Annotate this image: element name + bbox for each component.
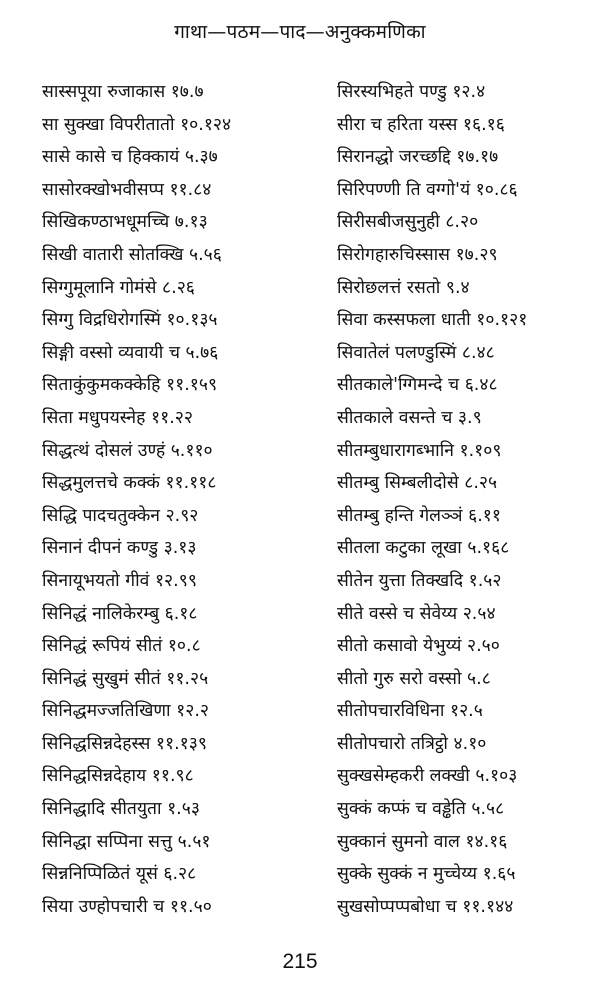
index-entry: सीतोपचारविधिना १२.५ [337,701,483,722]
index-entry: सीतेन युत्ता तिक्खदि १.५२ [337,570,502,591]
index-entry: सीतो गुरु सरो वस्सो ५.८ [337,668,491,689]
index-entry: सीतम्बु हन्ति गेलञ्ञं ६.११ [337,505,501,526]
index-entry: सिद्धमुलत्तचे कक्कं ११.११८ [42,473,217,494]
index-entry: सिग्गुमूलानि गोमंसे ८.२६ [42,277,195,298]
index-entry: सुक्कानं सुमनो वाल १४.१६ [337,831,508,852]
index-entry: सिनिद्धा सप्पिना सत्तु ५.५१ [42,831,211,852]
index-entry: सुक्के सुक्कं न मुच्चेय्य १.६५ [337,864,516,885]
index-entry: सीतकाले'ग्गिमन्दे च ६.४८ [337,375,498,396]
index-entry: सा सुक्खा विपरीतातो १०.१२४ [42,114,232,135]
index-entry: सीतला कटुका लूखा ५.१६८ [337,538,510,559]
index-entry: सिनिद्धं नालिकेरम्बु ६.१८ [42,603,198,624]
index-entry: सिया उण्होपचारी च ११.५० [42,896,212,917]
index-entry: सिरीसबीजसुनुही ८.२० [337,212,479,233]
index-entry: सुखसोप्पप्पबोधा च ११.१४४ [337,896,514,917]
index-entry: सुक्कं कप्फं च वड्ढेति ५.५८ [337,799,505,820]
index-entry: सिङ्गी वस्सो व्यवायी च ५.७६ [42,342,219,363]
index-entry: सिरोगहारुचिस्सास १७.२९ [337,244,498,265]
index-entry: सिनिद्धमज्जतिखिणा १२.२ [42,701,210,722]
index-entry: सिरिपण्णी ति वग्गो'यं १०.८६ [337,179,518,200]
index-columns [42,76,582,923]
index-entry: सिन्ननिप्पिळितं यूसं ६.२८ [42,864,197,885]
index-entry: सासे कासे च हिक्कायं ५.३७ [42,147,218,168]
index-column-left [42,76,327,923]
index-entry: सिनायूभयतो गीवं १२.९९ [42,570,197,591]
index-entry: सिखी वातारी सोतक्खि ५.५६ [42,244,222,265]
index-entry: सीरा च हरिता यस्स १६.१६ [337,114,505,135]
index-entry: सिनिद्धसिन्नदेहाय ११.९८ [42,766,194,787]
index-column-right [337,76,582,923]
index-entry: सिद्धि पादचतुक्केन २.९२ [42,505,199,526]
index-entry: सिरस्यभिहते पण्डु १२.४ [337,82,486,102]
index-entry: सिनिद्धं रूपियं सीतं १०.८ [42,636,201,657]
index-entry: सीतोपचारो तत्रिट्ठो ४.१० [337,733,487,754]
index-entry: सुक्खसेम्हकरी लक्खी ५.१०३ [337,766,518,787]
index-entry: सिग्गु विद्रधिरोगस्मिं १०.१३५ [42,310,218,331]
index-entry: सिखिकण्ठाभधूमच्चि ७.१३ [42,212,208,233]
index-entry: सिनिद्धसिन्नदेहस्स ११.१३९ [42,733,207,754]
index-entry: सिद्धत्थं दोसलं उण्हं ५.११० [42,440,213,461]
index-entry: सिनिद्धं सुखुमं सीतं ११.२५ [42,668,209,689]
index-entry: सासोरक्खोभवीसप्प ११.८४ [42,179,212,200]
index-entry: सिरानद्धो जरच्छद्दि १७.१७ [337,147,499,168]
page-number: 215 [282,950,318,973]
index-entry: सीतम्बुधारागब्भानि १.१०९ [337,440,502,461]
index-entry: सिवातेलं पलण्डुस्मिं ८.४८ [337,342,495,363]
index-entry: सास्सपूया रुजाकास १७.७ [42,82,204,102]
index-entry: सीतम्बु सिम्बलीदोसे ८.२५ [337,473,498,494]
index-entry: सिताकुंकुमकक्केहि ११.१५९ [42,375,218,396]
index-entry: सिनानं दीपनं कण्डु ३.१३ [42,538,197,559]
index-entry: सिरोछलत्तं रसतो ९.४ [337,277,470,298]
index-entry: सिवा कस्सफला धाती १०.१२१ [337,310,528,331]
index-entry: सीतो कसावो येभुय्यं २.५० [337,636,500,657]
index-entry: सिनिद्धादि सीतयुता १.५३ [42,799,200,820]
index-entry: सीतकाले वसन्ते च ३.९ [337,407,482,428]
index-entry: सीते वस्से च सेवेय्य २.५४ [337,603,496,624]
index-entry: सिता मधुपयस्नेह ११.२२ [42,407,193,428]
page-title: गाथा—पठम—पाद—अनुक्कमणिका [174,21,426,43]
